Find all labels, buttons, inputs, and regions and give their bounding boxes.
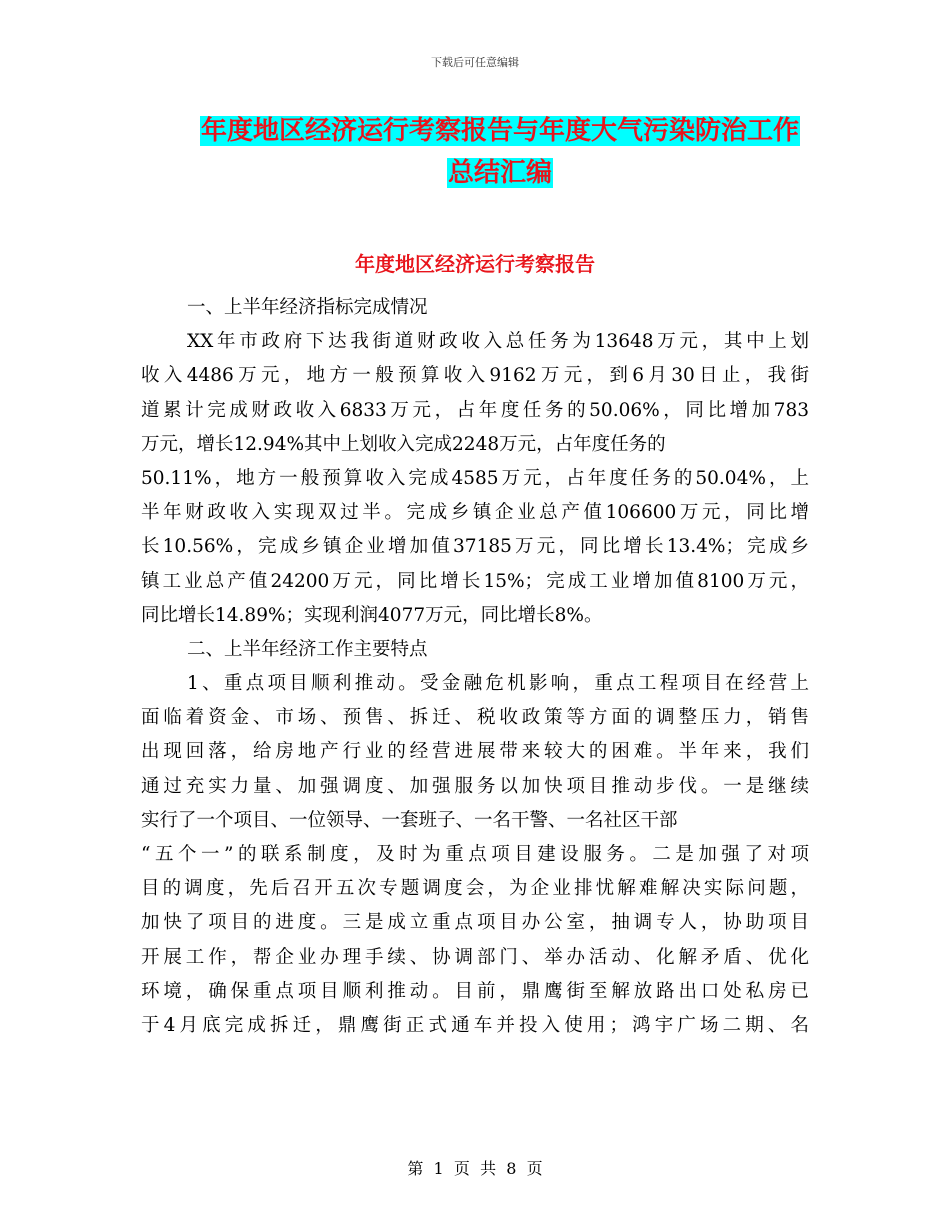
paragraph-line: 实行了一个项目、一位领导、一套班子、一名干警、一名社区干部	[141, 809, 678, 831]
paragraph-line: 1、重点项目顺利推动。受金融危机影响，重点工程项目在经营上	[187, 673, 809, 695]
footer-label-page: 第	[407, 1159, 424, 1178]
footer-total-pages: 8	[506, 1159, 517, 1178]
footer-page-number: 1	[433, 1159, 444, 1178]
main-title-line-2: 总结汇编	[447, 158, 552, 188]
page-footer	[0, 1156, 950, 1179]
footer-label-unit: 页	[453, 1159, 470, 1178]
paragraph-line: 通过充实力量、加强调度、加强服务以加快项目推动步伐。一是继续	[141, 775, 809, 797]
paragraph-line: 目的调度，先后召开五次专题调度会，为企业排忧解难解决实际问题，	[141, 878, 809, 900]
paragraph-line: 万元，增长12.94%其中上划收入完成2248万元，占年度任务的	[141, 433, 666, 455]
paragraph-line: 道累计完成财政收入6833万元，占年度任务的50.06%，同比增加783	[141, 399, 809, 421]
paragraph-line: 环境，确保重点项目顺利推动。目前，鼎鹰街至解放路出口处私房已	[141, 980, 809, 1002]
paragraph-line: 面临着资金、市场、预售、拆迁、税收政策等方面的调整压力，销售	[141, 707, 809, 729]
paragraph-line: 于4月底完成拆迁，鼎鹰街正式通车并投入使用；鸿宇广场二期、名	[141, 1014, 809, 1036]
paragraph-line: 镇工业总产值24200万元，同比增长15%；完成工业增加值8100万元，	[141, 570, 809, 592]
paragraph-line: 同比增长14.89%；实现利润4077万元，同比增长8%。	[141, 604, 603, 626]
heading-2: 二、上半年经济工作主要特点	[187, 638, 428, 660]
paragraph-line: 长10.56%，完成乡镇企业增加值37185万元，同比增长13.4%；完成乡	[141, 536, 809, 558]
paragraph-line: 加快了项目的进度。三是成立重点项目办公室，抽调专人，协助项目	[141, 912, 809, 934]
paragraph-line: 收入4486万元，地方一般预算收入9162万元，到6月30日止，我街	[141, 365, 809, 387]
header-note: 下载后可任意编辑	[431, 56, 519, 69]
body-text	[141, 291, 809, 1043]
paragraph-line: 半年财政收入实现双过半。完成乡镇企业总产值106600万元，同比增	[141, 502, 809, 524]
section-title: 年度地区经济运行考察报告	[355, 252, 595, 276]
heading-1: 一、上半年经济指标完成情况	[187, 297, 428, 318]
paragraph-line: 出现回落，给房地产行业的经营进展带来较大的困难。半年来，我们	[141, 741, 809, 763]
paragraph-line: XX年市政府下达我街道财政收入总任务为13648万元，其中上划	[187, 331, 809, 353]
paragraph-line: “五个一”的联系制度，及时为重点项目建设服务。二是加强了对项	[141, 844, 809, 865]
footer-label-total: 共	[480, 1159, 497, 1178]
footer-label-unit-2: 页	[526, 1159, 543, 1178]
main-title	[140, 110, 860, 194]
paragraph-line: 开展工作，帮企业办理手续、协调部门、举办活动、化解矛盾、优化	[141, 946, 809, 968]
paragraph-line: 50.11%，地方一般预算收入完成4585万元，占年度任务的50.04%，上	[141, 467, 809, 489]
main-title-line-1: 年度地区经济运行考察报告与年度大气污染防治工作	[200, 116, 799, 146]
